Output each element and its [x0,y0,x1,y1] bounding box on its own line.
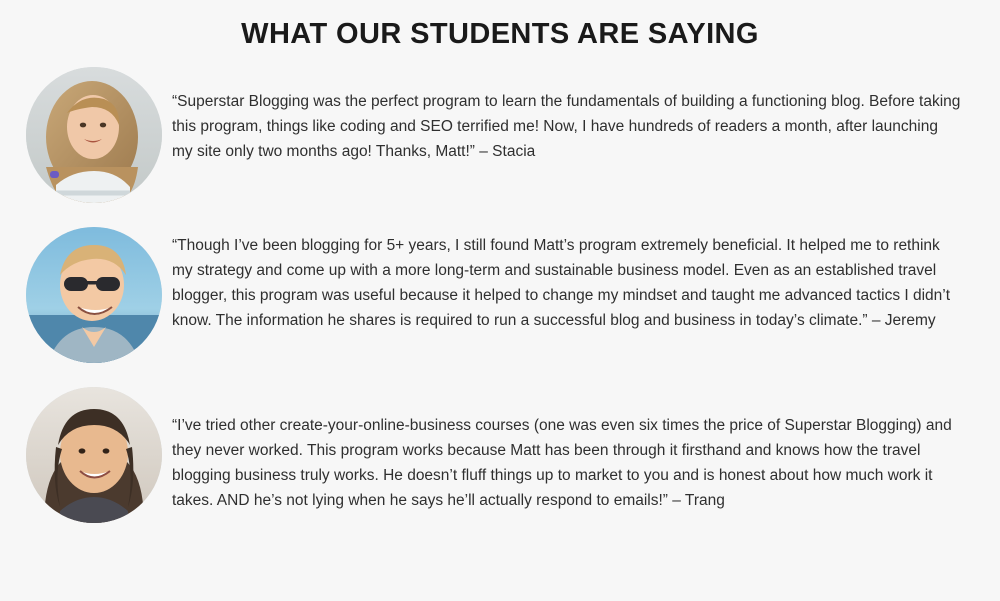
list-item [24,65,976,203]
avatar [26,227,162,363]
testimonial-text: “Superstar Blogging was the perfect program to learn the fundamentals of building a functioning blog. Before taking this program, things like coding and SEO terrified me! Now, I have hundreds of readers a month, after launching my site only two months ago! Thanks, Matt!” – Stacia [172,93,961,161]
page-title: WHAT OUR STUDENTS ARE SAYING [241,18,759,50]
testimonial-list [0,61,1000,523]
avatar [26,387,162,523]
testimonial-text: “Though I’ve been blogging for 5+ years, I still found Matt’s program extremely beneficial. It helped me to rethink my strategy and come up with a more long-term and sustainable business model. Even as an established travel blogger, this program was useful because it helped to change my mindset and taught me advanced tactics I didn’t know. The information he shares is required to run a successful blog and business in today’s climate.” – Jeremy [172,237,951,330]
list-item [24,385,976,523]
testimonial-text: “I’ve tried other create-your-online-business courses (one was even six times the price of Superstar Blogging) and they never worked. This program works because Matt has been through it firsthand and knows how the travel blogging business truly works. He doesn’t fluff things up to market to you and is honest about how much work it takes. AND he’s not lying when he says he’ll actually respond to emails!” – Trang [172,417,952,510]
avatar-container [24,225,164,363]
avatar-container [24,385,164,523]
avatar-container [24,65,164,203]
list-item [24,225,976,363]
avatar [26,67,162,203]
